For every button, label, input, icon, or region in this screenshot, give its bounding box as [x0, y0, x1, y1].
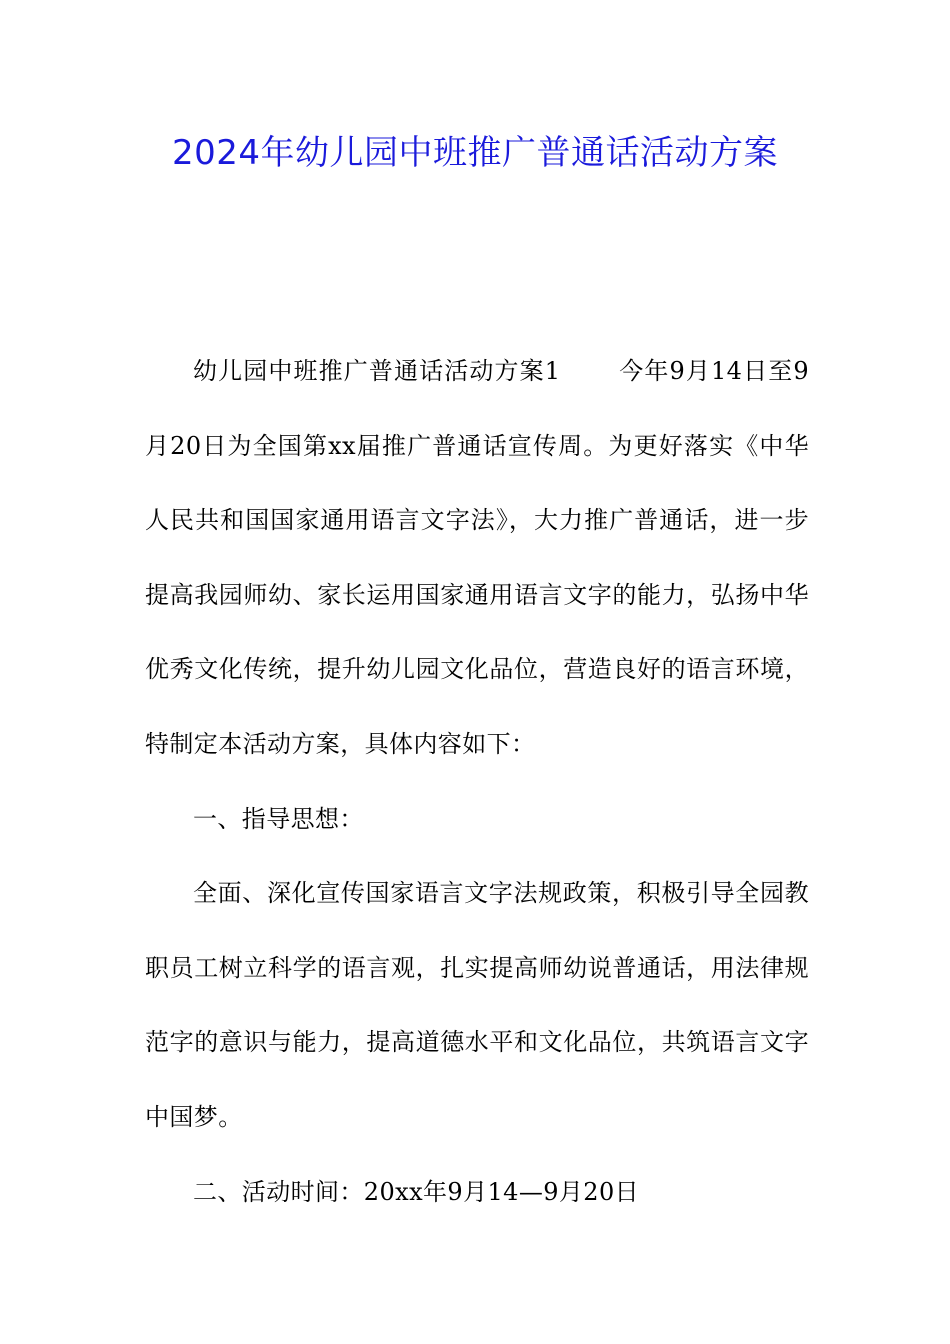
document-body	[145, 334, 809, 1229]
paragraph-intro	[145, 334, 809, 782]
document-title: 2024年幼儿园中班推广普通话活动方案	[171, 133, 779, 173]
section-heading-plan-1: 幼儿园中班推广普通话活动方案1	[193, 357, 561, 385]
section-heading-activity-time: 二、活动时间：20xx年9月14—9月20日	[193, 1177, 640, 1206]
section-heading-guiding-ideology: 一、指导思想：	[193, 804, 364, 833]
paragraph-guiding-ideology: 全面、深化宣传国家语言文字法规政策，积极引导全园教职员工树立科学的语言观，扎实提高师幼说普通话，用法律规范字的意识与能力，提高道德水平和文化品位，共筑语言文字中国梦。	[145, 879, 809, 1131]
paragraph-intro-text: 今年9月14日至9月20日为全国第xx届推广普通话宣传周。为更好落实《中华人民共和国国家通用语言文字法》，大力推广普通话，进一步提高我园师幼、家长运用国家通用语言文字的能力，弘扬中华优秀文化传统，提升幼儿园文化品位，营造良好的语言环境，特制定本活动方案，具体内容如下：	[145, 357, 809, 758]
